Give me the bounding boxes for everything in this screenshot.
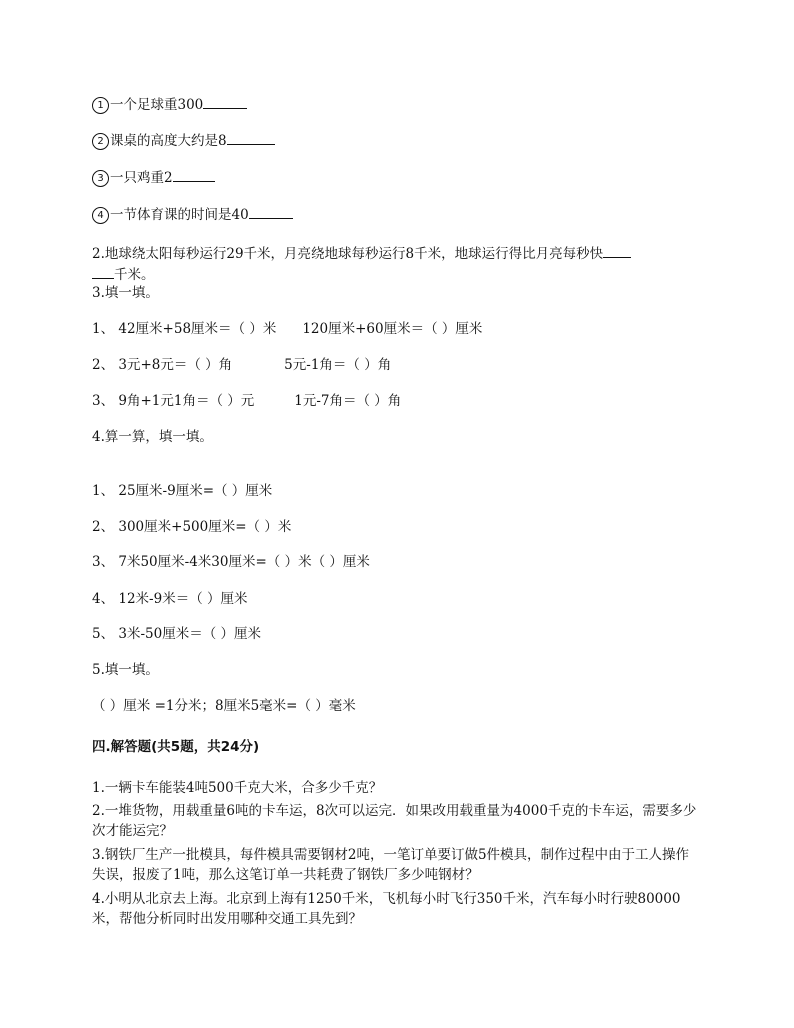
answer-blank[interactable] <box>203 94 247 109</box>
q4-row-5: 5、 3米-50厘米＝（ ）厘米 <box>92 626 262 642</box>
circled-number: 2 <box>92 133 109 150</box>
unit-item-3 <box>92 167 215 188</box>
q4-row-1: 1、 25厘米-9厘米=（ ）厘米 <box>92 483 273 499</box>
q3-row-3 <box>92 391 401 411</box>
circled-number: 1 <box>92 97 109 114</box>
problem-4: 4.小明从北京去上海。北京到上海有1250千米，飞机每小时飞行350千米，汽车每小时行驶80000米，帮他分析同时出发用哪种交通工具先到？ <box>92 891 681 927</box>
q3-row-a: 3、 9角+1元1角＝（ ）元 <box>92 393 255 409</box>
question-2-tail: 千米。 <box>114 267 155 283</box>
unit-item-text: 课桌的高度大约是8 <box>110 133 227 149</box>
answer-blank[interactable] <box>249 204 293 219</box>
q3-row-b: 1元-7角＝（ ）角 <box>294 393 402 409</box>
unit-item-4 <box>92 204 293 225</box>
problem-2: 2.一堆货物，用载重量6吨的卡车运，8次可以运完．如果改用载重量为4000千克的卡车运，需要多少次才能运完？ <box>92 803 697 839</box>
q4-row-2: 2、 300厘米+500厘米=（ ）米 <box>92 519 292 535</box>
problem-3: 3.钢铁厂生产一批模具，每件模具需要钢材2吨，一笔订单要订做5件模具，制作过程中由于工人操作失误，报废了1吨，那么这笔订单一共耗费了钢铁厂多少吨钢材？ <box>92 847 690 883</box>
answer-blank[interactable] <box>227 130 275 145</box>
q4-row-4: 4、 12米-9米＝（ ）厘米 <box>92 591 248 607</box>
question-5-title: 5.填一填。 <box>92 662 159 678</box>
question-5-text: （ ）厘米 =1分米；8厘米5毫米=（ ）毫米 <box>92 698 356 714</box>
question-3-title: 3.填一填。 <box>92 285 159 301</box>
question-4-title: 4.算一算，填一填。 <box>92 429 213 445</box>
unit-item-1 <box>92 94 247 115</box>
q3-row-a: 1、 42厘米+58厘米＝（ ）米 <box>92 321 277 337</box>
unit-item-text: 一节体育课的时间是40 <box>110 207 249 223</box>
unit-item-2 <box>92 130 275 151</box>
unit-item-text: 一个足球重300 <box>110 97 204 113</box>
q3-row-b: 120厘米+60厘米＝（ ）厘米 <box>302 321 483 337</box>
problem-1: 1.一辆卡车能装4吨500千克大米，合多少千克？ <box>92 780 383 796</box>
q4-row-3: 3、 7米50厘米-4米30厘米=（ ）米（ ）厘米 <box>92 554 370 570</box>
answer-blank-continued[interactable] <box>92 264 114 279</box>
circled-number: 4 <box>92 207 109 224</box>
circled-number: 3 <box>92 170 109 187</box>
answer-blank[interactable] <box>603 243 631 258</box>
question-2 <box>92 243 702 285</box>
q3-row-a: 2、 3元+8元＝（ ）角 <box>92 357 233 373</box>
section-4-heading: 四.解答题(共5题，共24分) <box>92 739 260 755</box>
q3-row-b: 5元-1角＝（ ）角 <box>284 357 392 373</box>
q3-row-2 <box>92 355 391 375</box>
unit-item-text: 一只鸡重2 <box>110 170 173 186</box>
answer-blank[interactable] <box>173 167 215 182</box>
question-2-text: 2.地球绕太阳每秒运行29千米，月亮绕地球每秒运行8千米，地球运行得比月亮每秒快 <box>92 246 604 262</box>
q3-row-1 <box>92 319 482 339</box>
